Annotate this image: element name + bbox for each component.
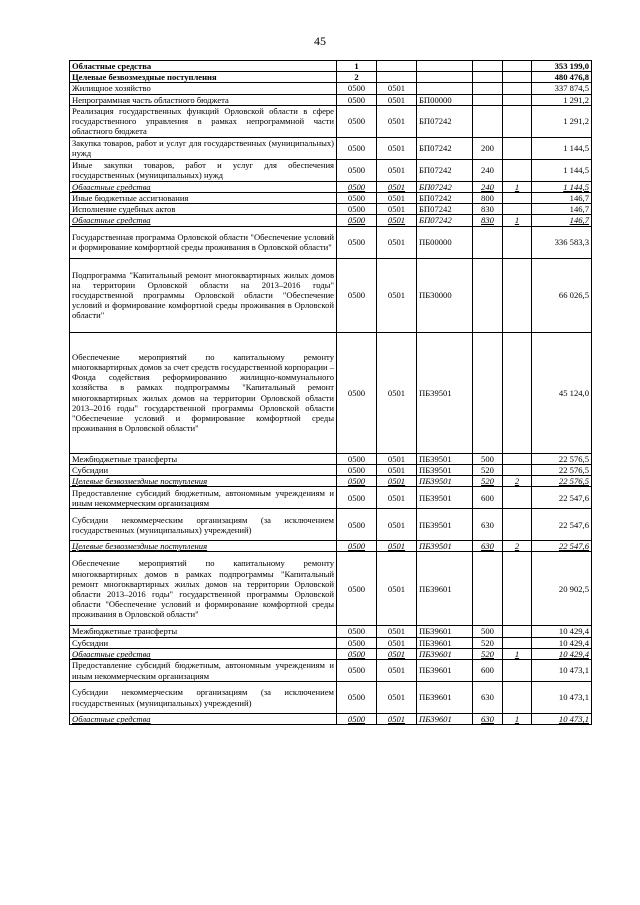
row-funding-source xyxy=(503,637,532,648)
row-description: Закупка товаров, работ и услуг для государственных (муниципальных) нужд xyxy=(70,137,337,159)
row-target-article: БП07242 xyxy=(417,215,473,226)
row-section-code: 0500 xyxy=(337,332,377,453)
row-amount: 22 547,6 xyxy=(532,541,592,552)
row-section-code: 0500 xyxy=(337,94,377,105)
row-target-article: БП07242 xyxy=(417,181,473,192)
row-target-article: ПБ00000 xyxy=(417,226,473,258)
table-row xyxy=(70,476,592,487)
table-row xyxy=(70,258,592,332)
row-subsection-code: 0501 xyxy=(377,193,417,204)
row-target-article: ПБ39601 xyxy=(417,648,473,659)
row-expense-type xyxy=(473,61,503,72)
row-expense-type xyxy=(473,83,503,94)
row-amount: 1 144,5 xyxy=(532,159,592,181)
row-funding-source xyxy=(503,464,532,475)
table-row xyxy=(70,552,592,626)
row-expense-type: 520 xyxy=(473,464,503,475)
row-expense-type: 500 xyxy=(473,626,503,637)
row-subsection-code: 0501 xyxy=(377,476,417,487)
row-amount: 10 473,1 xyxy=(532,714,592,725)
row-expense-type xyxy=(473,226,503,258)
row-expense-type: 800 xyxy=(473,193,503,204)
row-funding-source xyxy=(503,626,532,637)
row-expense-type xyxy=(473,94,503,105)
row-section-code: 0500 xyxy=(337,464,377,475)
row-funding-source: 1 xyxy=(503,181,532,192)
row-section-code: 0500 xyxy=(337,258,377,332)
row-target-article: БП07242 xyxy=(417,204,473,215)
table-row xyxy=(70,215,592,226)
row-description: Обеспечение мероприятий по капитальному ремонту многоквартирных домов за счет средств государственной корпорации – Фонда содействия реформированию жилищно-коммунального хозяйства в рамках подпрограммы "Капитальный ремонт многоквартирных жилых домов на территории Орловской области 2013–2016 годы" государственной программы Орловской области "Обеспечение условий и формирование комфортной среды проживания в Орловской области" xyxy=(70,332,337,453)
row-target-article: ПБ39601 xyxy=(417,682,473,714)
row-expense-type xyxy=(473,332,503,453)
row-funding-source: 1 xyxy=(503,714,532,725)
budget-table-body xyxy=(70,61,592,725)
row-description: Предоставление субсидий бюджетным, автономным учреждениям и иным некоммерческим организациям xyxy=(70,487,337,509)
page-number: 45 xyxy=(314,34,326,48)
row-subsection-code: 0501 xyxy=(377,487,417,509)
row-amount: 10 429,4 xyxy=(532,637,592,648)
row-description: Областные средства xyxy=(70,648,337,659)
row-target-article: ПБ30000 xyxy=(417,258,473,332)
row-amount: 480 476,8 xyxy=(532,72,592,83)
row-funding-source: 1 xyxy=(503,648,532,659)
row-funding-source xyxy=(503,193,532,204)
row-funding-source xyxy=(503,72,532,83)
row-funding-source xyxy=(503,61,532,72)
row-subsection-code: 0501 xyxy=(377,258,417,332)
table-row xyxy=(70,464,592,475)
row-target-article: ПБ39501 xyxy=(417,509,473,541)
row-amount: 1 144,5 xyxy=(532,137,592,159)
row-description: Областные средства xyxy=(70,181,337,192)
row-target-article xyxy=(417,83,473,94)
row-funding-source xyxy=(503,332,532,453)
row-target-article: БП00000 xyxy=(417,94,473,105)
row-funding-source: 2 xyxy=(503,541,532,552)
row-expense-type: 630 xyxy=(473,682,503,714)
row-amount: 337 874,5 xyxy=(532,83,592,94)
row-amount: 22 576,5 xyxy=(532,476,592,487)
row-target-article: ПБ39501 xyxy=(417,541,473,552)
row-section-code: 0500 xyxy=(337,181,377,192)
row-section-code: 1 xyxy=(337,61,377,72)
row-description: Обеспечение мероприятий по капитальному ремонту многоквартирных домов в рамках подпрограммы "Капитальный ремонт многоквартирных жилых домов на территории Орловской области 2013–2016 годы" государственной программы Орловской области "Обеспечение условий и формирование комфортной среды проживания в Орловской области" xyxy=(70,552,337,626)
row-section-code: 0500 xyxy=(337,226,377,258)
row-description: Субсидии xyxy=(70,637,337,648)
row-section-code: 0500 xyxy=(337,105,377,137)
row-target-article: ПБ39501 xyxy=(417,453,473,464)
row-expense-type: 630 xyxy=(473,714,503,725)
row-subsection-code: 0501 xyxy=(377,682,417,714)
table-row xyxy=(70,193,592,204)
row-amount: 20 902,5 xyxy=(532,552,592,626)
row-target-article: БП07242 xyxy=(417,193,473,204)
row-amount: 66 026,5 xyxy=(532,258,592,332)
row-amount: 10 473,1 xyxy=(532,682,592,714)
row-description: Областные средства xyxy=(70,61,337,72)
table-row xyxy=(70,682,592,714)
row-amount: 146,7 xyxy=(532,215,592,226)
row-description: Межбюджетные трансферты xyxy=(70,626,337,637)
row-target-article: ПБ39601 xyxy=(417,626,473,637)
row-funding-source xyxy=(503,137,532,159)
row-expense-type: 830 xyxy=(473,215,503,226)
row-section-code: 0500 xyxy=(337,648,377,659)
row-subsection-code: 0501 xyxy=(377,215,417,226)
row-description: Подпрограмма "Капитальный ремонт многоквартирных жилых домов на территории Орловской области на 2013–2016 годы" государственной программы Орловской области "Обеспечение условий и формирование комфортной среды проживания в Орловской области" xyxy=(70,258,337,332)
table-row xyxy=(70,332,592,453)
table-row xyxy=(70,226,592,258)
row-expense-type: 630 xyxy=(473,541,503,552)
row-section-code: 0500 xyxy=(337,137,377,159)
row-subsection-code: 0501 xyxy=(377,552,417,626)
table-row xyxy=(70,72,592,83)
row-section-code: 0500 xyxy=(337,453,377,464)
row-amount: 22 547,6 xyxy=(532,509,592,541)
row-section-code: 0500 xyxy=(337,682,377,714)
row-subsection-code: 0501 xyxy=(377,637,417,648)
row-expense-type: 240 xyxy=(473,181,503,192)
row-funding-source xyxy=(503,660,532,682)
row-amount: 146,7 xyxy=(532,204,592,215)
row-funding-source xyxy=(503,204,532,215)
row-section-code: 0500 xyxy=(337,541,377,552)
row-section-code: 0500 xyxy=(337,204,377,215)
row-amount: 22 576,5 xyxy=(532,464,592,475)
row-description: Субсидии некоммерческим организациям (за исключением государственных (муниципальных) учреждений) xyxy=(70,509,337,541)
row-funding-source xyxy=(503,159,532,181)
table-row xyxy=(70,660,592,682)
row-amount: 1 291,2 xyxy=(532,105,592,137)
row-funding-source: 2 xyxy=(503,476,532,487)
table-row xyxy=(70,541,592,552)
row-amount: 10 429,4 xyxy=(532,648,592,659)
row-subsection-code: 0501 xyxy=(377,94,417,105)
row-target-article: ПБ39601 xyxy=(417,660,473,682)
table-row xyxy=(70,105,592,137)
row-description: Целевые безвозмездные поступления xyxy=(70,476,337,487)
row-target-article xyxy=(417,72,473,83)
table-row xyxy=(70,204,592,215)
row-expense-type: 600 xyxy=(473,487,503,509)
row-subsection-code: 0501 xyxy=(377,453,417,464)
row-target-article: ПБ39601 xyxy=(417,552,473,626)
row-subsection-code: 0501 xyxy=(377,204,417,215)
row-section-code: 0500 xyxy=(337,660,377,682)
row-expense-type: 630 xyxy=(473,509,503,541)
row-section-code: 0500 xyxy=(337,509,377,541)
row-amount: 10 473,1 xyxy=(532,660,592,682)
table-row xyxy=(70,181,592,192)
table-row xyxy=(70,94,592,105)
row-amount: 353 199,0 xyxy=(532,61,592,72)
row-section-code: 0500 xyxy=(337,476,377,487)
row-amount: 1 144,5 xyxy=(532,181,592,192)
row-expense-type: 240 xyxy=(473,159,503,181)
row-subsection-code: 0501 xyxy=(377,648,417,659)
row-expense-type xyxy=(473,258,503,332)
row-section-code: 2 xyxy=(337,72,377,83)
row-description: Непрограммная часть областного бюджета xyxy=(70,94,337,105)
row-funding-source xyxy=(503,509,532,541)
row-description: Целевые безвозмездные поступления xyxy=(70,72,337,83)
row-subsection-code: 0501 xyxy=(377,714,417,725)
row-amount: 10 429,4 xyxy=(532,626,592,637)
table-row xyxy=(70,61,592,72)
row-funding-source xyxy=(503,258,532,332)
row-description: Межбюджетные трансферты xyxy=(70,453,337,464)
row-subsection-code xyxy=(377,72,417,83)
row-subsection-code: 0501 xyxy=(377,181,417,192)
row-target-article: БП07242 xyxy=(417,159,473,181)
row-description: Областные средства xyxy=(70,714,337,725)
row-amount: 22 547,6 xyxy=(532,487,592,509)
row-expense-type xyxy=(473,72,503,83)
table-row xyxy=(70,648,592,659)
row-target-article: БП07242 xyxy=(417,137,473,159)
row-subsection-code: 0501 xyxy=(377,509,417,541)
row-subsection-code: 0501 xyxy=(377,464,417,475)
table-row xyxy=(70,83,592,94)
row-section-code: 0500 xyxy=(337,83,377,94)
budget-table xyxy=(69,60,592,725)
row-subsection-code: 0501 xyxy=(377,332,417,453)
row-description: Исполнение судебных актов xyxy=(70,204,337,215)
row-description: Реализация государственных функций Орловской области в сфере государственного управления в рамках непрограммной части областного бюджета xyxy=(70,105,337,137)
table-row xyxy=(70,453,592,464)
row-expense-type: 500 xyxy=(473,453,503,464)
row-expense-type: 830 xyxy=(473,204,503,215)
row-target-article: ПБ39501 xyxy=(417,487,473,509)
row-funding-source xyxy=(503,226,532,258)
row-description: Жилищное хозяйство xyxy=(70,83,337,94)
row-subsection-code xyxy=(377,61,417,72)
row-expense-type: 520 xyxy=(473,637,503,648)
row-funding-source: 1 xyxy=(503,215,532,226)
table-row xyxy=(70,714,592,725)
row-subsection-code: 0501 xyxy=(377,159,417,181)
row-description: Субсидии xyxy=(70,464,337,475)
row-amount: 146,7 xyxy=(532,193,592,204)
row-funding-source xyxy=(503,94,532,105)
row-target-article xyxy=(417,61,473,72)
row-subsection-code: 0501 xyxy=(377,105,417,137)
row-section-code: 0500 xyxy=(337,159,377,181)
row-funding-source xyxy=(503,105,532,137)
table-row xyxy=(70,637,592,648)
row-subsection-code: 0501 xyxy=(377,83,417,94)
row-subsection-code: 0501 xyxy=(377,541,417,552)
row-subsection-code: 0501 xyxy=(377,660,417,682)
row-funding-source xyxy=(503,83,532,94)
row-funding-source xyxy=(503,552,532,626)
row-funding-source xyxy=(503,487,532,509)
row-target-article: ПБ39501 xyxy=(417,464,473,475)
row-description: Иные закупки товаров, работ и услуг для обеспечения государственных (муниципальных) нужд xyxy=(70,159,337,181)
row-expense-type: 600 xyxy=(473,660,503,682)
table-row xyxy=(70,487,592,509)
row-subsection-code: 0501 xyxy=(377,626,417,637)
table-row xyxy=(70,137,592,159)
row-funding-source xyxy=(503,453,532,464)
row-expense-type xyxy=(473,105,503,137)
row-target-article: ПБ39601 xyxy=(417,714,473,725)
row-target-article: ПБ39601 xyxy=(417,637,473,648)
row-section-code: 0500 xyxy=(337,626,377,637)
row-target-article: ПБ39501 xyxy=(417,332,473,453)
row-target-article: БП07242 xyxy=(417,105,473,137)
row-target-article: ПБ39501 xyxy=(417,476,473,487)
row-description: Иные бюджетные ассигнования xyxy=(70,193,337,204)
row-section-code: 0500 xyxy=(337,714,377,725)
row-amount: 336 583,3 xyxy=(532,226,592,258)
row-amount: 1 291,2 xyxy=(532,94,592,105)
row-funding-source xyxy=(503,682,532,714)
row-subsection-code: 0501 xyxy=(377,226,417,258)
row-amount: 45 124,0 xyxy=(532,332,592,453)
table-row xyxy=(70,626,592,637)
row-expense-type: 200 xyxy=(473,137,503,159)
row-expense-type xyxy=(473,552,503,626)
row-subsection-code: 0501 xyxy=(377,137,417,159)
row-section-code: 0500 xyxy=(337,215,377,226)
row-section-code: 0500 xyxy=(337,637,377,648)
row-section-code: 0500 xyxy=(337,193,377,204)
row-section-code: 0500 xyxy=(337,552,377,626)
table-row xyxy=(70,509,592,541)
row-description: Предоставление субсидий бюджетным, автономным учреждениям и иным некоммерческим организациям xyxy=(70,660,337,682)
table-row xyxy=(70,159,592,181)
row-description: Субсидии некоммерческим организациям (за исключением государственных (муниципальных) учреждений) xyxy=(70,682,337,714)
row-section-code: 0500 xyxy=(337,487,377,509)
row-expense-type: 520 xyxy=(473,476,503,487)
row-description: Целевые безвозмездные поступления xyxy=(70,541,337,552)
row-expense-type: 520 xyxy=(473,648,503,659)
row-amount: 22 576,5 xyxy=(532,453,592,464)
row-description: Государственная программа Орловской области "Обеспечение условий и формирование комфортной среды проживания в Орловской области" xyxy=(70,226,337,258)
row-description: Областные средства xyxy=(70,215,337,226)
